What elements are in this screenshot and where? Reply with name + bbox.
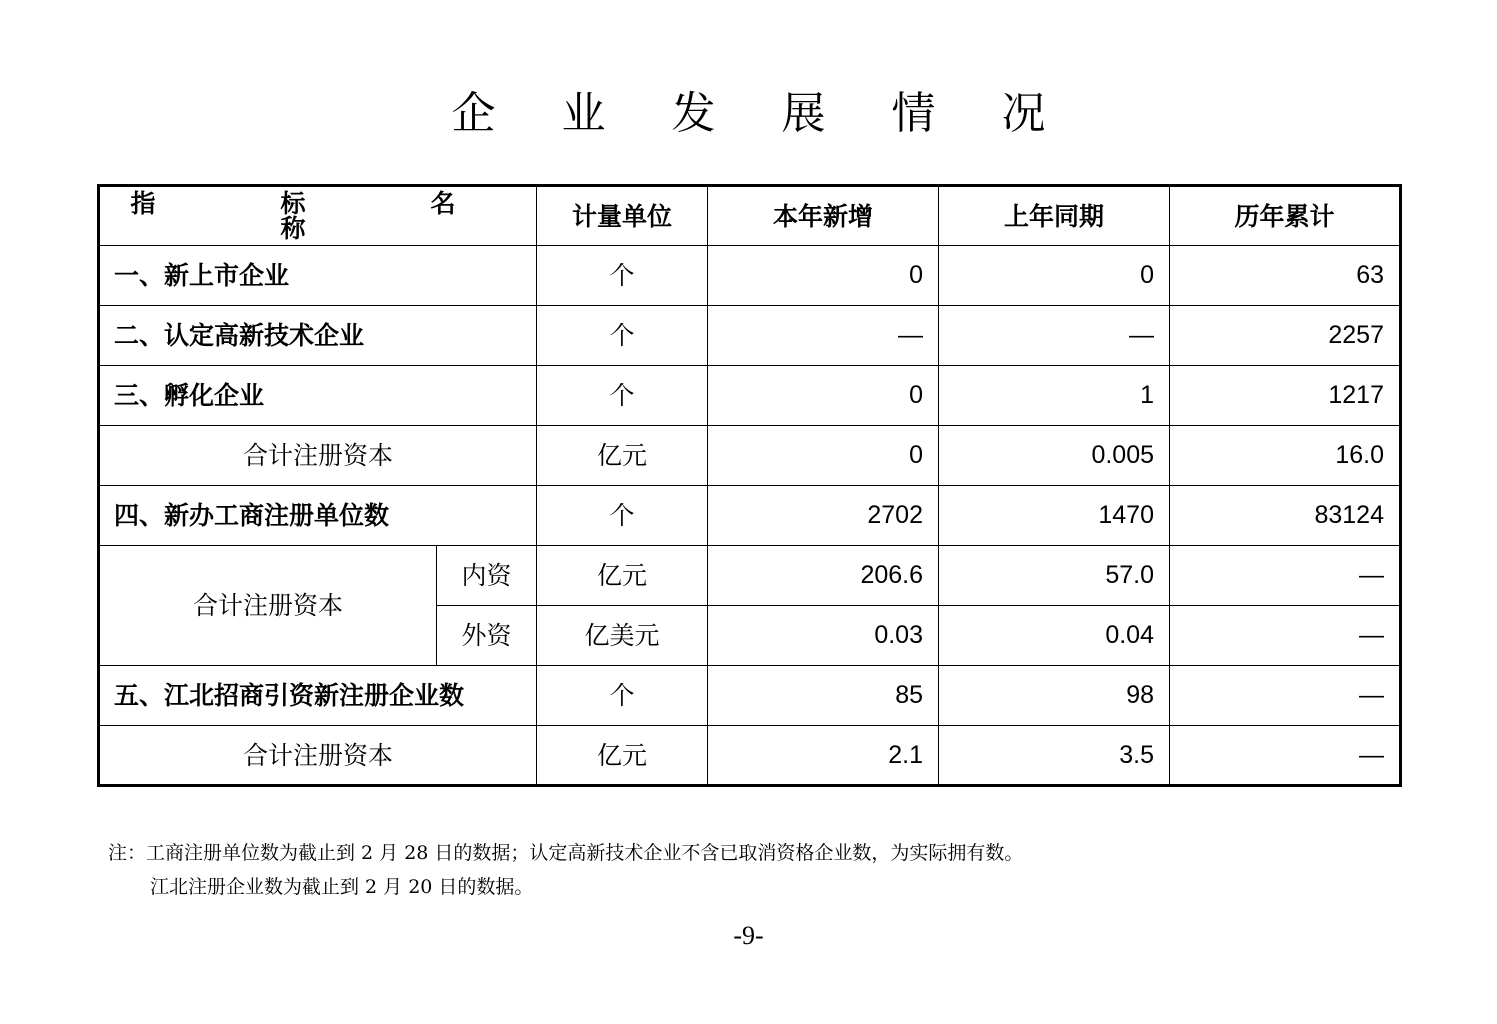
table-row — [99, 726, 1401, 786]
header-cumulative: 历年累计 — [1170, 186, 1401, 246]
row-cumulative: 83124 — [1170, 486, 1401, 546]
row-unit: 亿元 — [537, 426, 708, 486]
row-prior-period: 0.005 — [939, 426, 1170, 486]
table-row — [99, 246, 1401, 306]
footnote — [108, 836, 1023, 904]
row-unit: 个 — [537, 486, 708, 546]
row-unit: 个 — [537, 666, 708, 726]
enterprise-stats-table — [97, 184, 1402, 787]
row-name: 一、新上市企业 — [99, 246, 537, 306]
table-row — [99, 486, 1401, 546]
row-current-year: 0 — [708, 426, 939, 486]
row-unit: 亿元 — [537, 726, 708, 786]
row-current-year: 206.6 — [708, 546, 939, 606]
table-row — [99, 546, 1401, 606]
page-number: -9- — [733, 921, 764, 950]
row-unit: 个 — [537, 246, 708, 306]
row-cumulative: 1217 — [1170, 366, 1401, 426]
header-prior-period: 上年同期 — [939, 186, 1170, 246]
row-unit: 个 — [537, 366, 708, 426]
row-name: 五、江北招商引资新注册企业数 — [99, 666, 537, 726]
row-sub-category: 内资 — [437, 546, 537, 606]
row-prior-period: 0.04 — [939, 606, 1170, 666]
row-current-year: 0 — [708, 366, 939, 426]
header-indicator-name: 指 标 名 称 — [99, 186, 537, 246]
row-name: 合计注册资本 — [99, 546, 437, 666]
row-cumulative: — — [1170, 726, 1401, 786]
row-cumulative: — — [1170, 666, 1401, 726]
table-header-row — [99, 186, 1401, 246]
row-current-year: 85 — [708, 666, 939, 726]
page-title: 企 业 发 展 情 况 — [451, 88, 1072, 139]
row-cumulative: 63 — [1170, 246, 1401, 306]
row-name: 四、新办工商注册单位数 — [99, 486, 537, 546]
footnote-line-2: 江北注册企业数为截止到 2 月 20 日的数据。 — [150, 876, 534, 898]
table-row — [99, 366, 1401, 426]
row-unit: 亿美元 — [537, 606, 708, 666]
row-prior-period: 1470 — [939, 486, 1170, 546]
row-prior-period: 0 — [939, 246, 1170, 306]
row-current-year: — — [708, 306, 939, 366]
table-row — [99, 306, 1401, 366]
header-current-year: 本年新增 — [708, 186, 939, 246]
row-prior-period: 57.0 — [939, 546, 1170, 606]
footnote-line-1: 注：工商注册单位数为截止到 2 月 28 日的数据；认定高新技术企业不含已取消资格企业数，为实际拥有数。 — [108, 842, 1024, 864]
row-current-year: 0.03 — [708, 606, 939, 666]
table-row — [99, 666, 1401, 726]
row-name: 三、孵化企业 — [99, 366, 537, 426]
row-current-year: 0 — [708, 246, 939, 306]
row-prior-period: 1 — [939, 366, 1170, 426]
table-row — [99, 426, 1401, 486]
row-cumulative: — — [1170, 606, 1401, 666]
row-name: 二、认定高新技术企业 — [99, 306, 537, 366]
row-prior-period: 3.5 — [939, 726, 1170, 786]
row-cumulative: — — [1170, 546, 1401, 606]
row-current-year: 2.1 — [708, 726, 939, 786]
row-name: 合计注册资本 — [99, 726, 537, 786]
row-sub-category: 外资 — [437, 606, 537, 666]
row-name: 合计注册资本 — [99, 426, 537, 486]
row-current-year: 2702 — [708, 486, 939, 546]
row-prior-period: 98 — [939, 666, 1170, 726]
header-unit: 计量单位 — [537, 186, 708, 246]
row-unit: 亿元 — [537, 546, 708, 606]
row-cumulative: 2257 — [1170, 306, 1401, 366]
row-prior-period: — — [939, 306, 1170, 366]
row-cumulative: 16.0 — [1170, 426, 1401, 486]
row-unit: 个 — [537, 306, 708, 366]
